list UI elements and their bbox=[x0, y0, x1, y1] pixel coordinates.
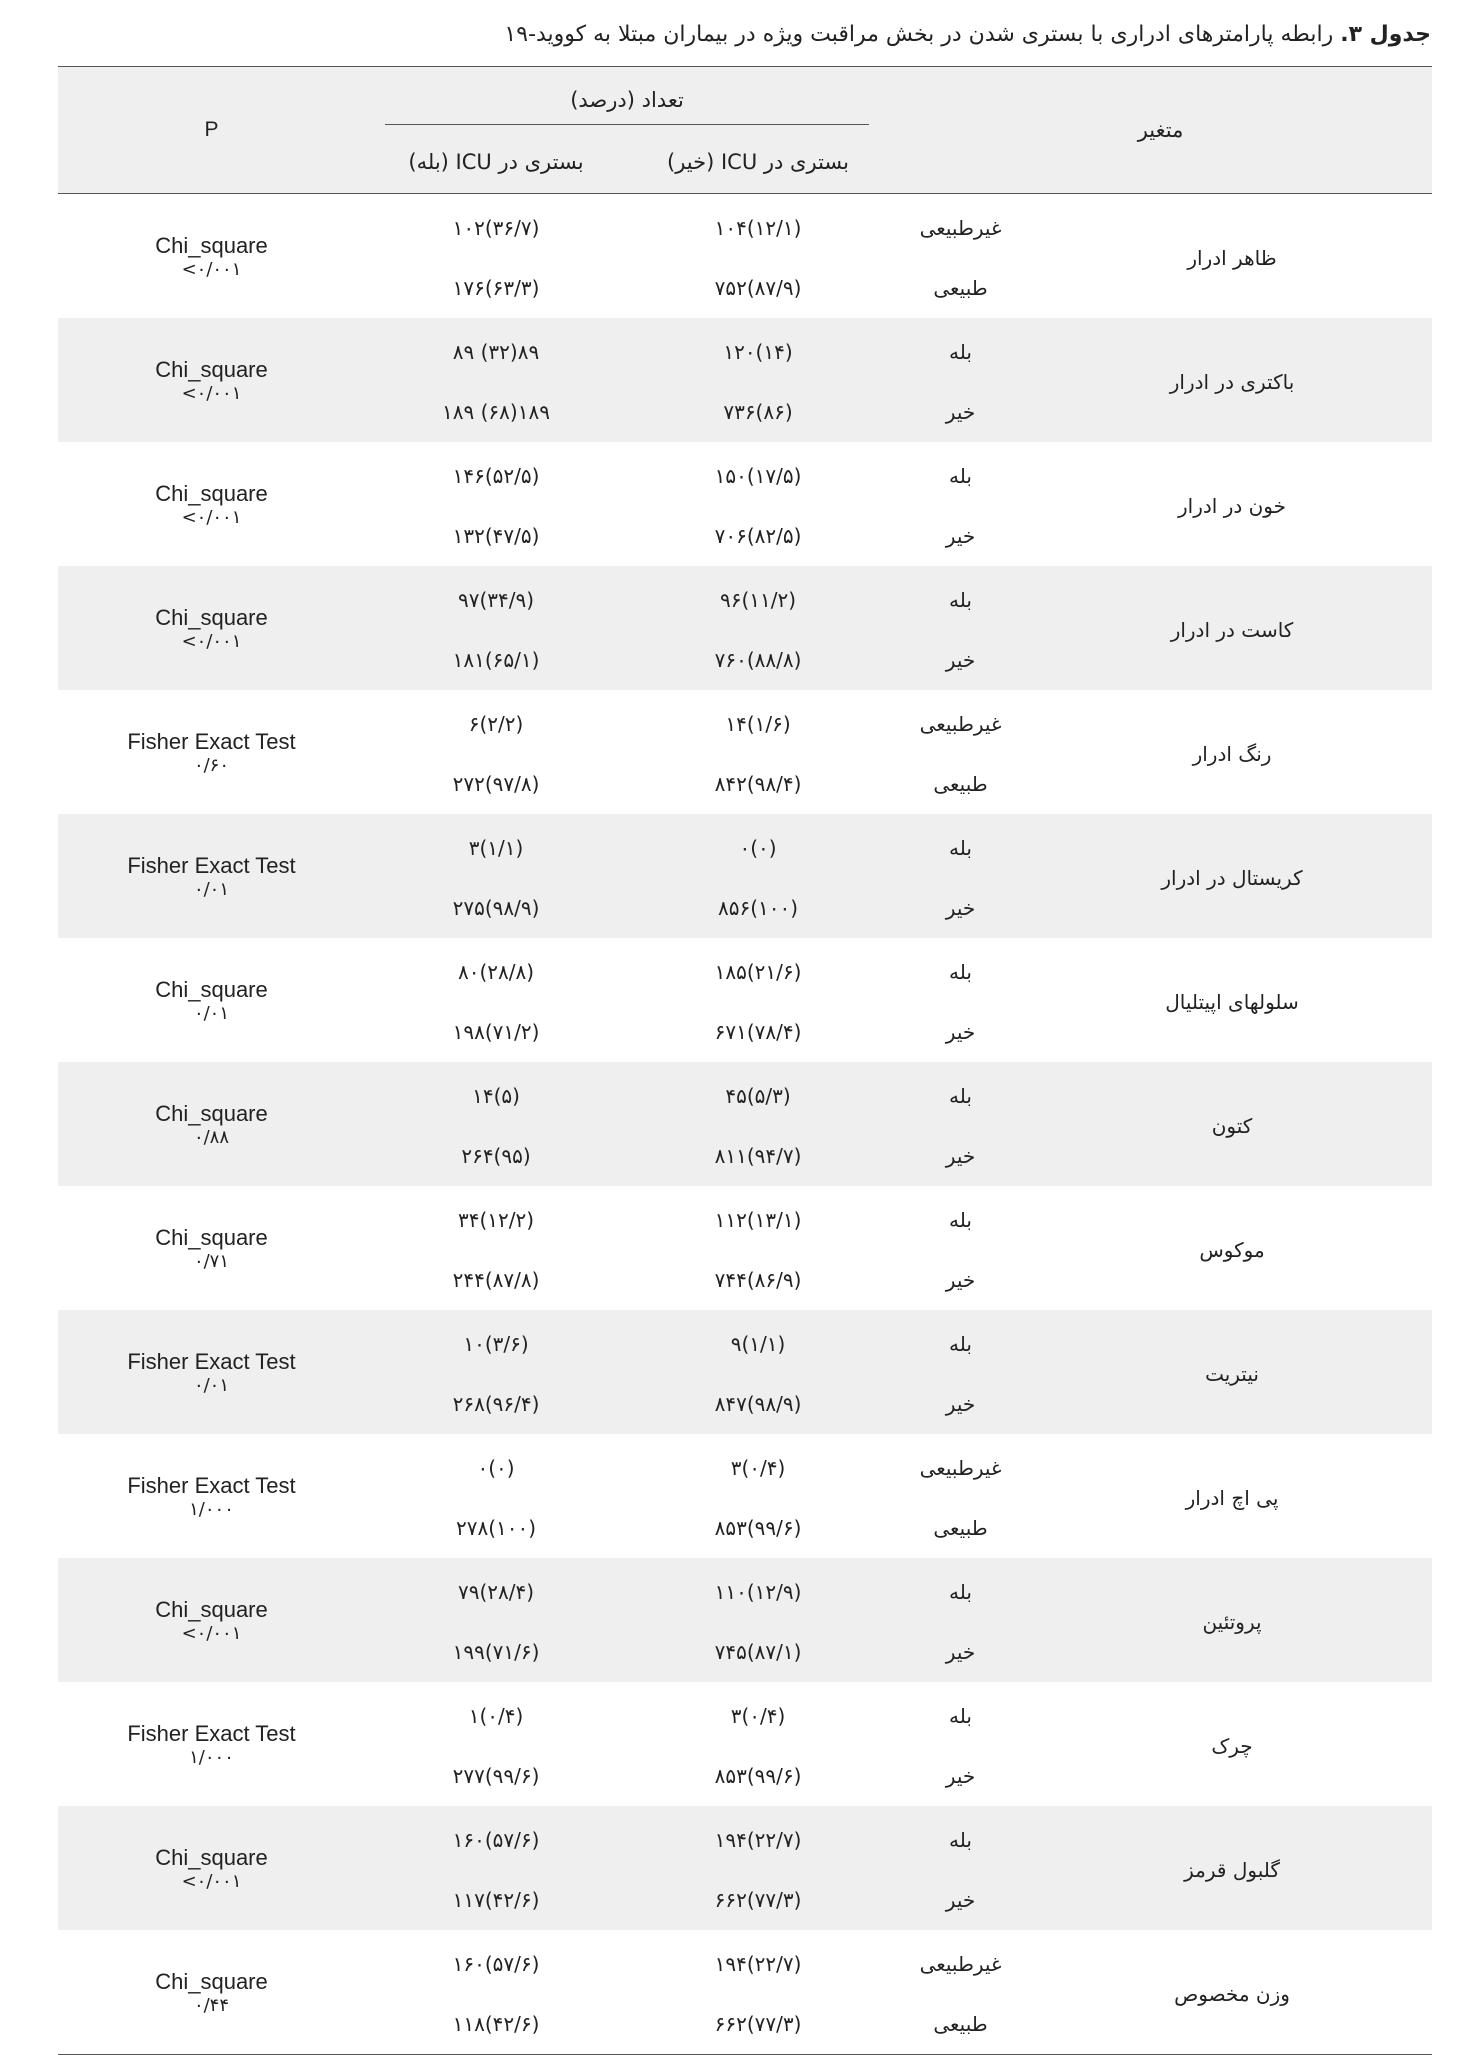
header-variable: متغیر bbox=[889, 67, 1432, 194]
icu-yes-value: ۲۷۵(۹۸/۹) bbox=[365, 878, 627, 938]
variable-name: کاست در ادرار bbox=[1032, 566, 1432, 690]
header-count-group-label: تعداد (درصد) bbox=[385, 74, 869, 125]
caption-text: رابطه پارامترهای ادراری با بستری شدن در بخش مراقبت ویژه در بیماران مبتلا به کووید-۱۹ bbox=[504, 22, 1334, 47]
level-label: غیرطبیعی bbox=[919, 1456, 1002, 1480]
p-value-cell bbox=[58, 1186, 365, 1310]
icu-no-value: ۸۴۷(۹۸/۹) bbox=[627, 1374, 889, 1434]
p-value: ۰/۷۱ bbox=[193, 1251, 230, 1272]
table-row bbox=[58, 1310, 1432, 1374]
p-value-cell bbox=[58, 194, 365, 319]
variable-name: کریستال در ادرار bbox=[1032, 814, 1432, 938]
table-row bbox=[58, 814, 1432, 878]
variable-name: سلولهای اپیتلیال bbox=[1165, 990, 1299, 1014]
variable-name: موکوس bbox=[1199, 1238, 1265, 1262]
level-label: غیرطبیعی bbox=[919, 216, 1002, 240]
icu-no-value: ۷۴۴(۸۶/۹) bbox=[714, 1268, 802, 1292]
test-name: Fisher Exact Test bbox=[127, 1349, 296, 1374]
icu-yes-value: ۲۴۴(۸۷/۸) bbox=[452, 1268, 540, 1292]
level-label: غیرطبیعی bbox=[919, 1952, 1002, 1976]
icu-no-value: ۹۶(۱۱/۲) bbox=[627, 566, 889, 630]
icu-no-value: ۶۶۲(۷۷/۳) bbox=[627, 1870, 889, 1930]
test-name: Fisher Exact Test bbox=[127, 853, 296, 878]
test-name: Fisher Exact Test bbox=[127, 1721, 296, 1746]
icu-yes-value: ۹۷(۳۴/۹) bbox=[365, 566, 627, 630]
table-row bbox=[58, 1682, 1432, 1746]
header-icu-no: بستری در ICU (خیر) bbox=[627, 131, 889, 194]
icu-no-value: ۸۱۱(۹۴/۷) bbox=[627, 1126, 889, 1186]
level-label: خیر bbox=[889, 1374, 1032, 1434]
icu-yes-value: ۲۷۲(۹۷/۸) bbox=[452, 772, 540, 796]
level-label: خیر bbox=[889, 630, 1032, 690]
icu-no-value: ۱۰۴(۱۲/۱) bbox=[714, 216, 802, 240]
level-label: بله bbox=[889, 318, 1032, 382]
variable-name: نیتریت bbox=[1032, 1310, 1432, 1434]
icu-yes-value: ۱۶۰(۵۷/۶) bbox=[365, 1806, 627, 1870]
icu-yes-value: ۸۰(۲۸/۸) bbox=[457, 960, 535, 984]
table-row bbox=[58, 1930, 1432, 1994]
icu-yes-value: ۷۹(۲۸/۴) bbox=[365, 1558, 627, 1622]
test-name: Chi_square bbox=[155, 605, 268, 630]
p-value: ۰/۰۱ bbox=[193, 879, 230, 900]
variable-name: ظاهر ادرار bbox=[1187, 246, 1277, 270]
icu-no-value: ۸۵۳(۹۹/۶) bbox=[714, 1764, 802, 1788]
level-label: خیر bbox=[945, 1764, 976, 1788]
variable-name: پی اچ ادرار bbox=[1185, 1486, 1279, 1510]
level-label: بله bbox=[889, 1062, 1032, 1126]
p-value-cell bbox=[58, 1062, 365, 1186]
table-row bbox=[58, 938, 1432, 1002]
level-label: خیر bbox=[889, 382, 1032, 442]
icu-yes-value: ۱۸۹ (۶۸)۱۸۹ bbox=[365, 382, 627, 442]
p-value-cell bbox=[58, 1930, 365, 2055]
results-table bbox=[58, 66, 1432, 2055]
level-label: بله bbox=[889, 814, 1032, 878]
icu-no-value: ۷۴۵(۸۷/۱) bbox=[627, 1622, 889, 1682]
icu-yes-value: ۳(۱/۱) bbox=[365, 814, 627, 878]
icu-yes-value: ۱(۰/۴) bbox=[468, 1704, 524, 1728]
test-name: Chi_square bbox=[155, 1969, 268, 1994]
p-value-cell bbox=[58, 1434, 365, 1558]
table-row bbox=[58, 1558, 1432, 1622]
p-value: <۰/۰۰۱ bbox=[181, 259, 242, 280]
variable-name: باکتری در ادرار bbox=[1032, 318, 1432, 442]
icu-yes-value: ۱۰۲(۳۶/۷) bbox=[452, 216, 540, 240]
icu-no-value: ۸۵۶(۱۰۰) bbox=[627, 878, 889, 938]
icu-no-value: ۱۱۰(۱۲/۹) bbox=[627, 1558, 889, 1622]
icu-no-value: ۱۹۴(۲۲/۷) bbox=[714, 1952, 802, 1976]
level-label: خیر bbox=[945, 1020, 976, 1044]
icu-yes-value: ۰(۰) bbox=[477, 1456, 515, 1480]
test-name: Fisher Exact Test bbox=[127, 1473, 296, 1498]
icu-no-value: ۱۸۵(۲۱/۶) bbox=[714, 960, 802, 984]
level-label: بله bbox=[949, 960, 972, 984]
icu-no-value: ۸۴۲(۹۸/۴) bbox=[714, 772, 802, 796]
level-label: بله bbox=[889, 1310, 1032, 1374]
test-name: Chi_square bbox=[155, 357, 268, 382]
icu-yes-value: ۱۶۰(۵۷/۶) bbox=[452, 1952, 540, 1976]
icu-yes-value: ۱۴۶(۵۲/۵) bbox=[452, 464, 540, 488]
level-label: طبیعی bbox=[933, 1516, 988, 1540]
p-value-cell bbox=[58, 1558, 365, 1682]
variable-name: خون در ادرار bbox=[1178, 494, 1286, 518]
test-name: Chi_square bbox=[155, 1101, 268, 1126]
level-label: خیر bbox=[945, 524, 976, 548]
icu-yes-value: ۱۱۸(۴۲/۶) bbox=[452, 2012, 540, 2036]
icu-no-value: ۷۵۲(۸۷/۹) bbox=[714, 276, 802, 300]
p-value-cell bbox=[58, 442, 365, 566]
variable-name: وزن مخصوص bbox=[1174, 1982, 1290, 2006]
p-value: ۰/۶۰ bbox=[193, 755, 230, 776]
table-row bbox=[58, 442, 1432, 506]
test-name: Fisher Exact Test bbox=[127, 729, 296, 754]
level-label: طبیعی bbox=[933, 772, 988, 796]
icu-yes-value: ۱۹۸(۷۱/۲) bbox=[452, 1020, 540, 1044]
test-name: Chi_square bbox=[155, 977, 268, 1002]
table-row bbox=[58, 690, 1432, 754]
level-label: بله bbox=[889, 1558, 1032, 1622]
p-value: <۰/۰۰۱ bbox=[181, 1623, 242, 1644]
test-name: Chi_square bbox=[155, 481, 268, 506]
p-value: <۰/۰۰۱ bbox=[181, 631, 242, 652]
p-value: <۰/۰۰۱ bbox=[181, 1871, 242, 1892]
level-label: خیر bbox=[889, 878, 1032, 938]
test-name: Chi_square bbox=[155, 1597, 268, 1622]
table-row bbox=[58, 1806, 1432, 1870]
table-row bbox=[58, 1434, 1432, 1498]
table-body bbox=[58, 194, 1432, 2055]
header-icu-yes: بستری در ICU (بله) bbox=[365, 131, 627, 194]
icu-yes-value: ۱۸۱(۶۵/۱) bbox=[365, 630, 627, 690]
table-row bbox=[58, 1186, 1432, 1250]
variable-name: رنگ ادرار bbox=[1192, 742, 1272, 766]
p-value: <۰/۰۰۱ bbox=[181, 383, 242, 404]
p-value: ۱/۰۰۰ bbox=[189, 1747, 234, 1768]
variable-name: چرک bbox=[1211, 1734, 1253, 1758]
test-name: Chi_square bbox=[155, 1845, 268, 1870]
table-caption bbox=[504, 22, 1431, 47]
icu-no-value: ۶۷۱(۷۸/۴) bbox=[714, 1020, 802, 1044]
header-p: P bbox=[58, 67, 365, 194]
variable-name: کتون bbox=[1032, 1062, 1432, 1186]
p-value-cell bbox=[58, 1310, 365, 1434]
icu-yes-value: ۲۶۴(۹۵) bbox=[365, 1126, 627, 1186]
p-value: ۰/۰۱ bbox=[193, 1003, 230, 1024]
icu-yes-value: ۶(۲/۲) bbox=[468, 712, 524, 736]
level-label: بله bbox=[949, 1208, 972, 1232]
level-label: طبیعی bbox=[933, 2012, 988, 2036]
header-count-group bbox=[365, 67, 889, 132]
icu-yes-value: ۱۷۶(۶۳/۳) bbox=[452, 276, 540, 300]
p-value-cell bbox=[58, 1682, 365, 1806]
icu-no-value: ۹(۱/۱) bbox=[627, 1310, 889, 1374]
p-value: ۰/۰۱ bbox=[193, 1375, 230, 1396]
icu-yes-value: ۳۴(۱۲/۲) bbox=[457, 1208, 535, 1232]
icu-no-value: ۱۱۲(۱۳/۱) bbox=[714, 1208, 802, 1232]
table-row bbox=[58, 318, 1432, 382]
level-label: خیر bbox=[945, 1268, 976, 1292]
icu-no-value: ۸۵۳(۹۹/۶) bbox=[714, 1516, 802, 1540]
icu-no-value: ۱۹۴(۲۲/۷) bbox=[627, 1806, 889, 1870]
table-row bbox=[58, 566, 1432, 630]
icu-no-value: ۶۶۲(۷۷/۳) bbox=[714, 2012, 802, 2036]
variable-name: گلبول قرمز bbox=[1032, 1806, 1432, 1930]
icu-yes-value: ۱۹۹(۷۱/۶) bbox=[365, 1622, 627, 1682]
icu-no-value: ۱۴(۱/۶) bbox=[725, 712, 791, 736]
icu-yes-value: ۸۹ (۳۲)۸۹ bbox=[365, 318, 627, 382]
icu-no-value: ۷۶۰(۸۸/۸) bbox=[627, 630, 889, 690]
icu-no-value: ۳(۰/۴) bbox=[730, 1704, 786, 1728]
test-name: Chi_square bbox=[155, 1225, 268, 1250]
variable-name: پروتئین bbox=[1032, 1558, 1432, 1682]
icu-yes-value: ۲۶۸(۹۶/۴) bbox=[365, 1374, 627, 1434]
table-row bbox=[58, 194, 1432, 259]
level-label: بله bbox=[889, 1806, 1032, 1870]
icu-yes-value: ۲۷۷(۹۹/۶) bbox=[452, 1764, 540, 1788]
p-value: ۱/۰۰۰ bbox=[189, 1499, 234, 1520]
p-value-cell bbox=[58, 566, 365, 690]
icu-no-value: ۷۳۶(۸۶) bbox=[627, 382, 889, 442]
p-value-cell bbox=[58, 690, 365, 814]
icu-no-value: ۴۵(۵/۳) bbox=[627, 1062, 889, 1126]
icu-yes-value: ۲۷۸(۱۰۰) bbox=[455, 1516, 537, 1540]
level-label: بله bbox=[889, 566, 1032, 630]
icu-no-value: ۳(۰/۴) bbox=[730, 1456, 786, 1480]
level-label: خیر bbox=[889, 1622, 1032, 1682]
caption-label: جدول ۳. bbox=[1340, 22, 1431, 47]
icu-no-value: ۰(۰) bbox=[627, 814, 889, 878]
icu-yes-value: ۱۰(۳/۶) bbox=[365, 1310, 627, 1374]
p-value-cell bbox=[58, 938, 365, 1062]
level-label: بله bbox=[949, 464, 972, 488]
test-name: Chi_square bbox=[155, 233, 268, 258]
icu-yes-value: ۱۳۲(۴۷/۵) bbox=[452, 524, 540, 548]
p-value: ۰/۴۴ bbox=[193, 1995, 230, 2016]
icu-no-value: ۷۰۶(۸۲/۵) bbox=[714, 524, 802, 548]
p-value-cell bbox=[58, 318, 365, 442]
level-label: خیر bbox=[889, 1126, 1032, 1186]
table-row bbox=[58, 1062, 1432, 1126]
p-value-cell bbox=[58, 1806, 365, 1930]
level-label: غیرطبیعی bbox=[919, 712, 1002, 736]
icu-no-value: ۱۲۰(۱۴) bbox=[627, 318, 889, 382]
icu-yes-value: ۱۴(۵) bbox=[365, 1062, 627, 1126]
level-label: بله bbox=[949, 1704, 972, 1728]
level-label: خیر bbox=[889, 1870, 1032, 1930]
p-value-cell bbox=[58, 814, 365, 938]
icu-no-value: ۱۵۰(۱۷/۵) bbox=[714, 464, 802, 488]
p-value: <۰/۰۰۱ bbox=[181, 507, 242, 528]
p-value: ۰/۸۸ bbox=[193, 1127, 230, 1148]
level-label: طبیعی bbox=[933, 276, 988, 300]
icu-yes-value: ۱۱۷(۴۲/۶) bbox=[365, 1870, 627, 1930]
